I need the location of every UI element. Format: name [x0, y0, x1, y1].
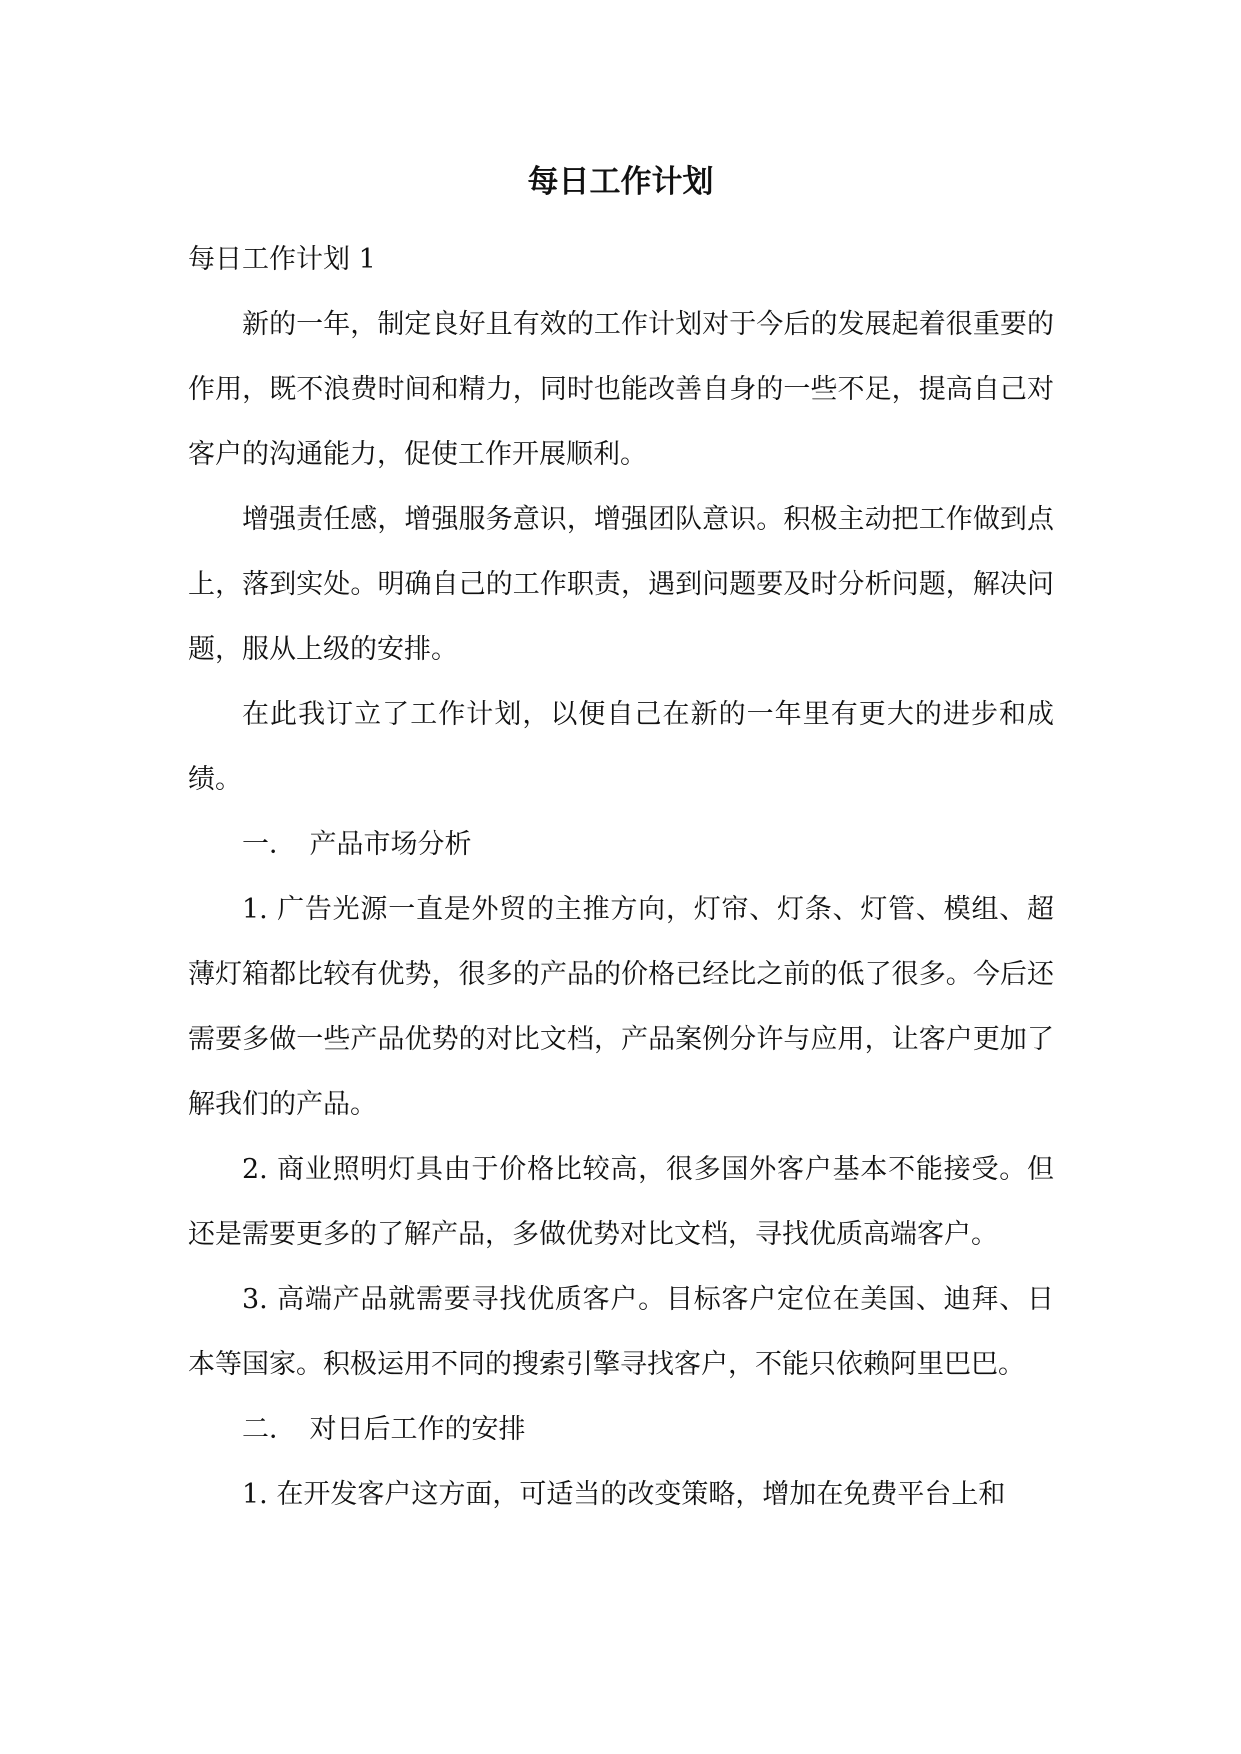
document-title: 每日工作计划: [527, 164, 714, 200]
document-body: [188, 227, 1054, 1527]
section-heading-market-analysis: 一． 产品市场分析: [242, 829, 472, 860]
list-item-advertising-light: 1. 广告光源一直是外贸的主推方向，灯帘、灯条、灯管、模组、超薄灯箱都比较有优势，很多的产品的价格已经比之前的低了很多。今后还需要多做一些产品优势的对比文档，产品案例分许与应用，让客户更加了解我们的产品。: [188, 894, 1054, 1120]
section-heading-future-work: 二． 对日后工作的安排: [242, 1414, 526, 1445]
paragraph-intro: 新的一年，制定良好且有效的工作计划对于今后的发展起着很重要的作用，既不浪费时间和精力，同时也能改善自身的一些不足，提高自己对客户的沟通能力，促使工作开展顺利。: [188, 309, 1054, 470]
paragraph-plan-statement: 在此我订立了工作计划，以便自己在新的一年里有更大的进步和成绩。: [188, 699, 1054, 795]
list-item-customer-development: 1. 在开发客户这方面，可适当的改变策略，增加在免费平台上和: [242, 1479, 1006, 1510]
list-item-commercial-lighting: 2. 商业照明灯具由于价格比较高，很多国外客户基本不能接受。但还是需要更多的了解产品，多做优势对比文档，寻找优质高端客户。: [188, 1154, 1054, 1250]
section-subtitle: 每日工作计划 1: [188, 244, 376, 275]
paragraph-responsibility: 增强责任感，增强服务意识，增强团队意识。积极主动把工作做到点上，落到实处。明确自己的工作职责，遇到问题要及时分析问题，解决问题，服从上级的安排。: [188, 504, 1054, 665]
list-item-high-end-products: 3. 高端产品就需要寻找优质客户。目标客户定位在美国、迪拜、日本等国家。积极运用不同的搜索引擎寻找客户，不能只依赖阿里巴巴。: [188, 1284, 1054, 1380]
